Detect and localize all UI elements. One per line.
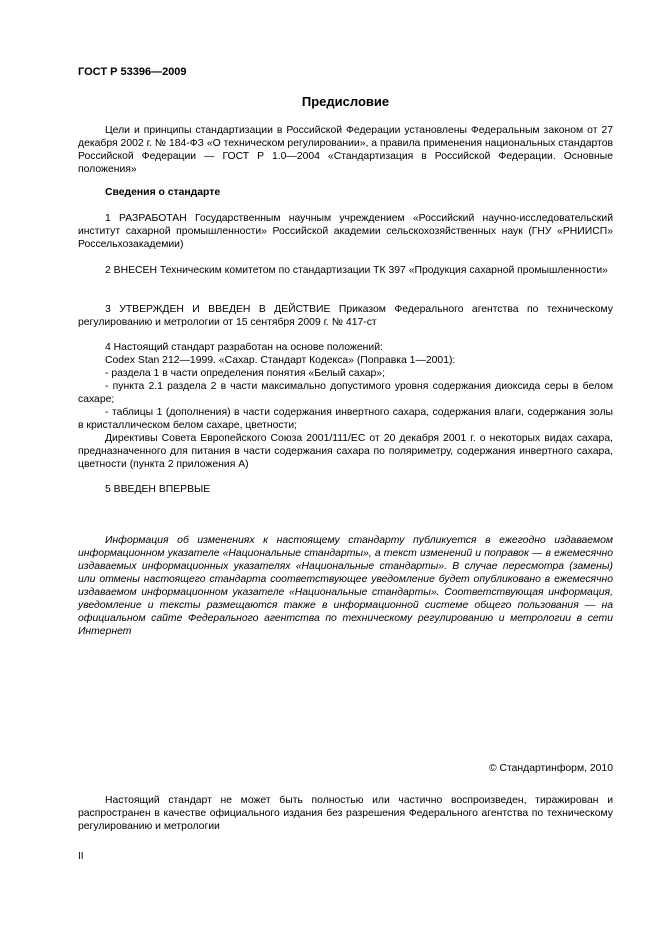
info-item-3: 3 УТВЕРЖДЕН И ВВЕДЕН В ДЕЙСТВИЕ Приказом Федерального агентства по техническому регулированию и метрологии от 15 сентября 2009 г. № 417-ст [78, 304, 613, 328]
info-item-4-intro: 4 Настоящий стандарт разработан на основе положений: [105, 342, 383, 353]
info-item-4 [78, 341, 613, 471]
changes-notice: Информация об изменениях к настоящему стандарту публикуется в ежегодно издаваемом информационном указателе «Национальные стандарты», а текст изменений и поправок — в ежемесячно издаваемых информационных указателях «Национальные стандарты». В случае пересмотра (замены) или отмены настоящего стандарта соответствующее уведомление будет опубликовано в ежемесячно издаваемом информационном указателе «Национальные стандарты». Соответствующая информация, уведомление и тексты размещаются также в информационной системе общего пользования — на официальном сайте Федерального агентства по техническому регулированию и метрологии в сети Интернет [78, 535, 613, 637]
page-number: II [78, 851, 84, 862]
info-item-5: 5 ВВЕДЕН ВПЕРВЫЕ [105, 484, 211, 495]
document-id: ГОСТ Р 53396—2009 [78, 66, 187, 78]
reproduction-notice: Настоящий стандарт не может быть полностью или частично воспроизведен, тиражирован и распространен в качестве официального издания без разрешения Федерального агентства по техническому регулированию и метрологии [78, 795, 613, 832]
info-item-1: 1 РАЗРАБОТАН Государственным научным учреждением «Российский научно-исследовательский институт сахарной промышленности» Российской академии сельскохозяйственных наук (ГНУ «РНИИСП» Россельхозакадемии) [78, 213, 613, 250]
copyright-line: © Стандартинформ, 2010 [488, 763, 613, 774]
preface-intro: Цели и принципы стандартизации в Российской Федерации установлены Федеральным законом от 27 декабря 2002 г. № 184-ФЗ «О техническом регулировании», а правила применения национальных стандартов Российской Федерации — ГОСТ Р 1.0—2004 «Стандартизация в Российской Федерации. Основные положения» [78, 125, 613, 175]
info-item-4-bullet-1: - раздела 1 в части определения понятия «Белый сахар»; [105, 368, 385, 379]
info-item-4-bullet-3: - таблицы 1 (дополнения) в части содержания инвертного сахара, содержания влаги, содержания золы в кристаллическом белом сахаре, цветности; [78, 407, 613, 431]
standard-info-heading: Сведения о стандарте [105, 187, 221, 198]
info-item-4-directive: Директивы Совета Европейского Союза 2001/111/ЕС от 20 декабря 2001 г. о некоторых видах сахара, предназначенного для питания в части содержания сахара по поляриметру, содержания инвертного сахара, цветности (пункта 2 приложения А) [78, 433, 613, 470]
info-item-2: 2 ВНЕСЕН Техническим комитетом по стандартизации ТК 397 «Продукция сахарной промышленности» [105, 265, 608, 276]
info-item-4-bullet-2: - пункта 2.1 раздела 2 в части максимально допустимого уровня содержания диоксида серы в белом сахаре; [78, 381, 613, 405]
info-item-4-codex: Codex Stan 212—1999. «Сахар. Стандарт Кодекса» (Поправка 1—2001): [105, 355, 456, 366]
preface-title: Предисловие [301, 94, 390, 109]
